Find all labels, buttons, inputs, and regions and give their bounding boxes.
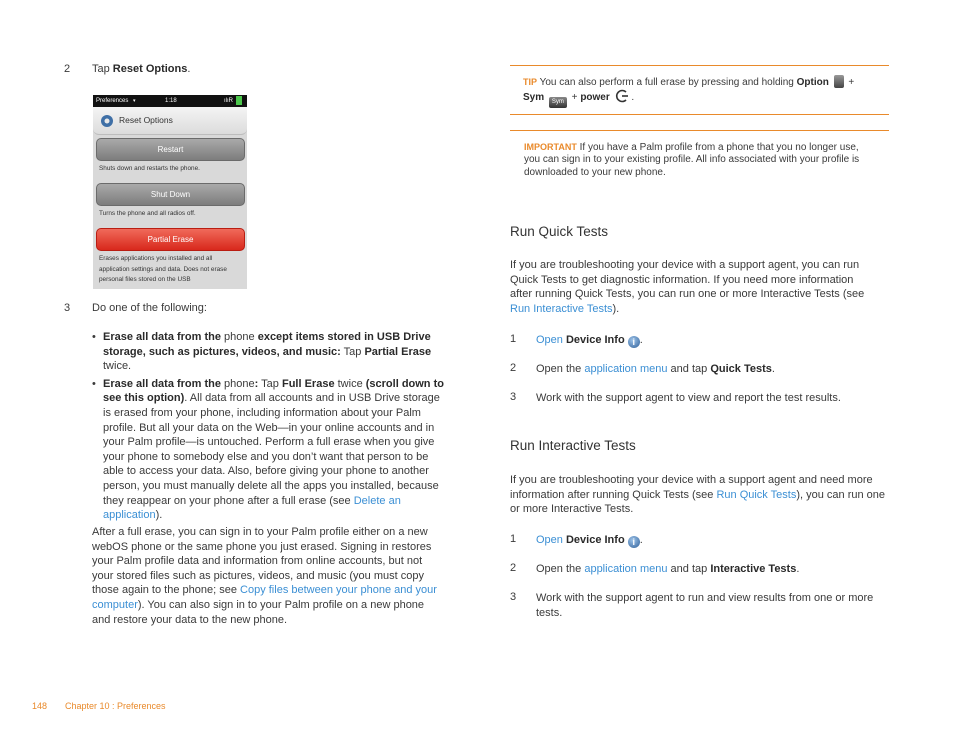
text: ).: [155, 509, 163, 522]
application-menu-link[interactable]: application menu: [584, 363, 668, 375]
step-number: 3: [510, 391, 517, 403]
bullet-list: [92, 330, 444, 523]
status-app-name: Preferences: [96, 98, 129, 104]
bold-text: (scroll down to see this option): [103, 377, 444, 405]
text: twice.: [103, 360, 132, 373]
step-number: 3: [64, 302, 71, 314]
copy-files-link[interactable]: Copy files between your phone and your computer: [92, 584, 437, 611]
text: . All data from all accounts and in USB Drive storage is erased from your phone, including information about your Palm profile. But all your data on the Web—in your online accounts and in your Palm profile—is untouched. Perform a full erase when you give your phone to somebody else and you don’t want that person to be able to access your data. Also, before giving your phone to another person, you must manually delete all the apps you installed, because they reappear on your phone after a full erase (see: [103, 392, 440, 507]
device-info-icon: i: [628, 336, 640, 348]
text: If you have a Palm profile from a phone that you no longer use, you can sign in to your existing profile. All info associated with your profile is downloaded to your new phone.: [524, 142, 860, 178]
text: ). You can also sign in to your Palm profile on a new phone and restore your data to the new phone.: [92, 598, 425, 626]
shut-down-description: Turns the phone and all radios off.: [99, 210, 196, 217]
text: ).: [612, 302, 620, 315]
chevron-down-icon: ▾: [133, 98, 136, 104]
text: .: [796, 563, 800, 575]
bold-text: Sym: [523, 92, 545, 103]
bold-text: :: [254, 377, 259, 390]
bold-text: Device Info: [562, 534, 625, 546]
step-text: [536, 362, 775, 377]
power-icon: [615, 89, 629, 107]
step-text: Work with the support agent to run and view results from one or more tests.: [536, 592, 874, 619]
step-bold: Reset Options: [112, 63, 188, 75]
text: Open the: [536, 363, 585, 375]
step-text-suffix: .: [187, 63, 191, 75]
divider: [510, 114, 889, 115]
open-link[interactable]: Open: [536, 534, 563, 546]
text: +: [845, 77, 855, 88]
partial-erase-button[interactable]: Partial Erase: [96, 228, 245, 251]
restart-description: Shuts down and restarts the phone.: [99, 165, 200, 172]
text: Tap: [258, 377, 282, 390]
tip-box: [523, 75, 883, 108]
text: After a full erase, you can sign in to your Palm profile either on a new webOS phone or the same phone you just erased. Signing in restores your Palm profile data and information from online accounts, but not your stored files such as pictures, videos, and music (you must copy those again to the phone; see: [92, 526, 432, 597]
text: Tap: [340, 345, 365, 358]
text: If you are troubleshooting your device with a support agent and need more information after running Quick Tests (see: [510, 474, 873, 501]
bold-text: Partial Erase: [364, 345, 432, 358]
text: phone: [221, 331, 258, 343]
device-info-icon: i: [628, 536, 640, 548]
phone-screenshot: [93, 95, 247, 289]
text: .: [628, 92, 635, 103]
bold-text: Quick Tests: [710, 363, 772, 375]
quick-tests-intro: [510, 258, 878, 316]
delete-application-link[interactable]: Delete an application: [103, 494, 401, 522]
application-menu-link[interactable]: application menu: [584, 563, 668, 575]
bullet-dot: •: [92, 377, 96, 390]
phone-title-bar: [93, 107, 247, 135]
tip-label: TIP: [523, 77, 538, 87]
sym-key-icon: Sym: [549, 97, 567, 108]
text: and tap: [667, 563, 711, 575]
bold-text: Erase all data from the: [103, 377, 221, 390]
step-number: 1: [510, 533, 517, 545]
status-time: 1:18: [165, 98, 177, 104]
bold-text: Erase all data from the: [103, 331, 221, 343]
step-number: 2: [510, 562, 517, 574]
text: twice: [334, 377, 366, 390]
text: If you are troubleshooting your device with a support agent, you can run Quick Tests to get diagnostic information. If you need more information after running Quick Tests, you can run one or more Interactive Tests (see: [510, 259, 865, 301]
step-text: [536, 562, 799, 577]
text: .: [771, 363, 775, 375]
run-quick-tests-link[interactable]: Run Quick Tests: [716, 488, 797, 501]
partial-erase-description: Erases applications you installed and all application settings and data. Does not erase personal files stored on the USB: [99, 255, 227, 283]
section-heading: Run Interactive Tests: [510, 438, 636, 453]
battery-icon: [236, 95, 242, 107]
open-link[interactable]: Open: [536, 334, 563, 346]
text: and tap: [667, 363, 711, 375]
option-key-icon: [834, 75, 844, 88]
step-number: 1: [510, 333, 517, 345]
bold-text: Full Erase: [281, 377, 335, 390]
text: ), you can run one or more Interactive Tests.: [510, 488, 886, 516]
bullet-dot: •: [92, 331, 96, 343]
gear-icon: [100, 114, 114, 133]
signal-icon: ılıR: [224, 98, 233, 104]
list-item: [92, 330, 444, 374]
text: Open the: [536, 563, 585, 575]
divider: [510, 130, 889, 131]
text: phone: [221, 377, 255, 390]
divider: [510, 65, 889, 66]
after-erase-paragraph: [92, 525, 444, 627]
text: You can also perform a full erase by pressing and holding: [537, 77, 797, 88]
phone-status-bar: [93, 95, 247, 107]
phone-title: Reset Options: [119, 115, 173, 125]
step-number: 3: [510, 591, 517, 603]
step-number: 2: [510, 362, 517, 374]
step-text: Open Device Info i .: [536, 534, 643, 547]
step-text: Do one of the following:: [92, 302, 207, 314]
step-text: Open Device Info i .: [536, 334, 643, 347]
list-item: [92, 377, 444, 523]
important-box: [524, 141, 874, 179]
restart-button[interactable]: Restart: [96, 138, 245, 161]
page-number: 148: [32, 701, 48, 711]
important-label: IMPORTANT: [524, 142, 577, 152]
bold-text: Device Info: [562, 334, 625, 346]
step-text: Work with the support agent to view and report the test results.: [536, 392, 841, 404]
step-text: [92, 62, 190, 77]
text: +: [568, 92, 581, 103]
bold-text: Interactive Tests: [710, 563, 797, 575]
step-number: 2: [64, 63, 71, 75]
bold-text: power: [580, 92, 610, 103]
bold-text: except items stored in USB Drive storage, such as pictures, videos, and music:: [103, 331, 431, 358]
step-text-prefix: Tap: [92, 63, 113, 75]
section-heading: Run Quick Tests: [510, 224, 609, 239]
bold-text: Option: [796, 77, 829, 88]
chapter-label: Chapter 10 : Preferences: [65, 701, 166, 711]
interactive-tests-intro: [510, 473, 890, 517]
shut-down-button[interactable]: Shut Down: [96, 183, 245, 206]
run-interactive-tests-link[interactable]: Run Interactive Tests: [510, 302, 613, 315]
